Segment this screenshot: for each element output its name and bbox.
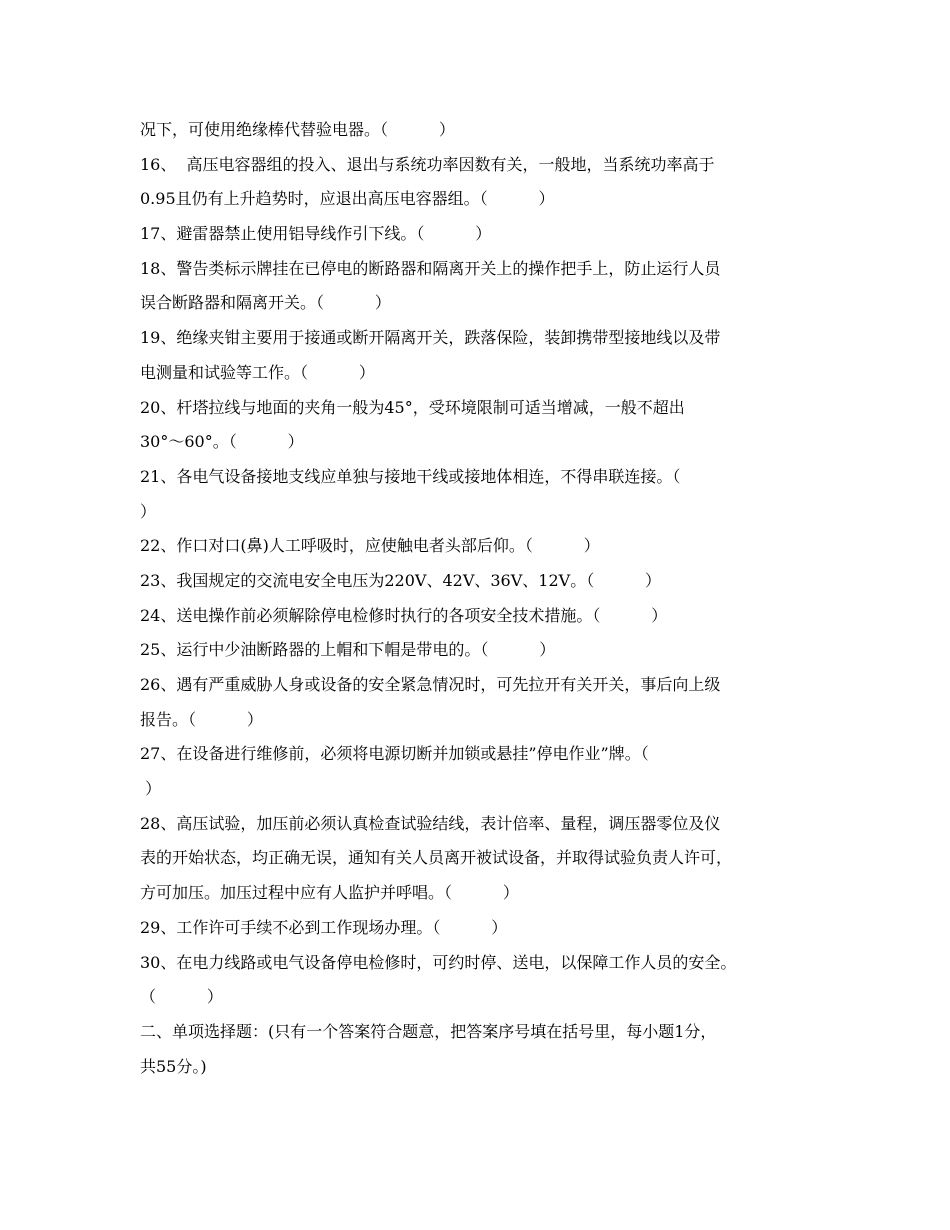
text-line-q19-part2: 电测量和试验等工作。（ ） bbox=[140, 362, 375, 382]
text-line-q22: 22、作口对口(鼻)人工呼吸时，应使触电者头部后仰。（ ） bbox=[140, 536, 600, 556]
text-line-q28-part1: 28、高压试验，加压前必须认真检查试验结线，表计倍率、量程，调压器零位及仪 bbox=[140, 813, 721, 833]
text-line-q18-part2: 误合断路器和隔离开关。（ ） bbox=[140, 293, 391, 313]
section-heading-part2: 共55分。) bbox=[140, 1056, 207, 1076]
text-line-q15-continued: 况下，可使用绝缘棒代替验电器。（ ） bbox=[140, 120, 455, 139]
section-heading-part1: 二、单项选择题：(只有一个答案符合题意，把答案序号填在括号里，每小题1分， bbox=[140, 1021, 717, 1041]
text-line-q17: 17、避雷器禁止使用铝导线作引下线。（ ） bbox=[140, 224, 492, 244]
text-line-q24: 24、送电操作前必须解除停电检修时执行的各项安全技术措施。（ ） bbox=[140, 605, 668, 625]
text-line-q19-part1: 19、绝缘夹钳主要用于接通或断开隔离开关，跌落保险，装卸携带型接地线以及带 bbox=[140, 328, 721, 348]
text-line-q25: 25、运行中少油断路器的上帽和下帽是带电的。（ ） bbox=[140, 640, 556, 660]
text-line-q27-part1: 27、在设备进行维修前，必须将电源切断并加锁或悬挂”停电作业”牌。（ bbox=[140, 744, 649, 764]
text-line-q18-part1: 18、警告类标示牌挂在已停电的断路器和隔离开关上的操作把手上，防止运行人员 bbox=[140, 258, 721, 278]
text-line-q30-part2: （ ） bbox=[140, 987, 223, 1007]
document-body bbox=[140, 113, 820, 1084]
text-line-q30-part1: 30、在电力线路或电气设备停电检修时，可约时停、送电，以保障工作人员的安全。 bbox=[140, 952, 737, 972]
text-line-q26-part2: 报告。（ ） bbox=[140, 709, 263, 729]
text-line-q16-part2: 0.95且仍有上升趋势时，应退出高压电容器组。（ ） bbox=[140, 189, 555, 209]
text-line-q28-part3: 方可加压。加压过程中应有人监护并呼唱。（ ） bbox=[140, 883, 519, 903]
text-line-q20-part2: 30°～60°。（ ） bbox=[140, 432, 304, 452]
text-line-q27-part2: ） bbox=[140, 779, 162, 799]
text-line-q28-part2: 表的开始状态，均正确无误，通知有关人员离开被试设备，并取得试验负责人许可， bbox=[140, 848, 733, 868]
text-line-q21-part1: 21、各电气设备接地支线应单独与接地干线或接地体相连，不得串联连接。（ bbox=[140, 466, 681, 486]
text-line-q16-part1: 16、 高压电容器组的投入、退出与系统功率因数有关，一般地，当系统功率高于 bbox=[140, 154, 715, 174]
text-line-q20-part1: 20、杆塔拉线与地面的夹角一般为45°，受环境限制可适当增减，一般不超出 bbox=[140, 397, 685, 417]
text-line-q21-part2: ） bbox=[140, 501, 157, 521]
text-line-q26-part1: 26、遇有严重威胁人身或设备的安全紧急情况时，可先拉开有关开关，事后向上级 bbox=[140, 675, 721, 694]
text-line-q23: 23、我国规定的交流电安全电压为220V、42V、36V、12V。（ ） bbox=[140, 570, 662, 590]
text-line-q29: 29、工作许可手续不必到工作现场办理。（ ） bbox=[140, 917, 508, 937]
